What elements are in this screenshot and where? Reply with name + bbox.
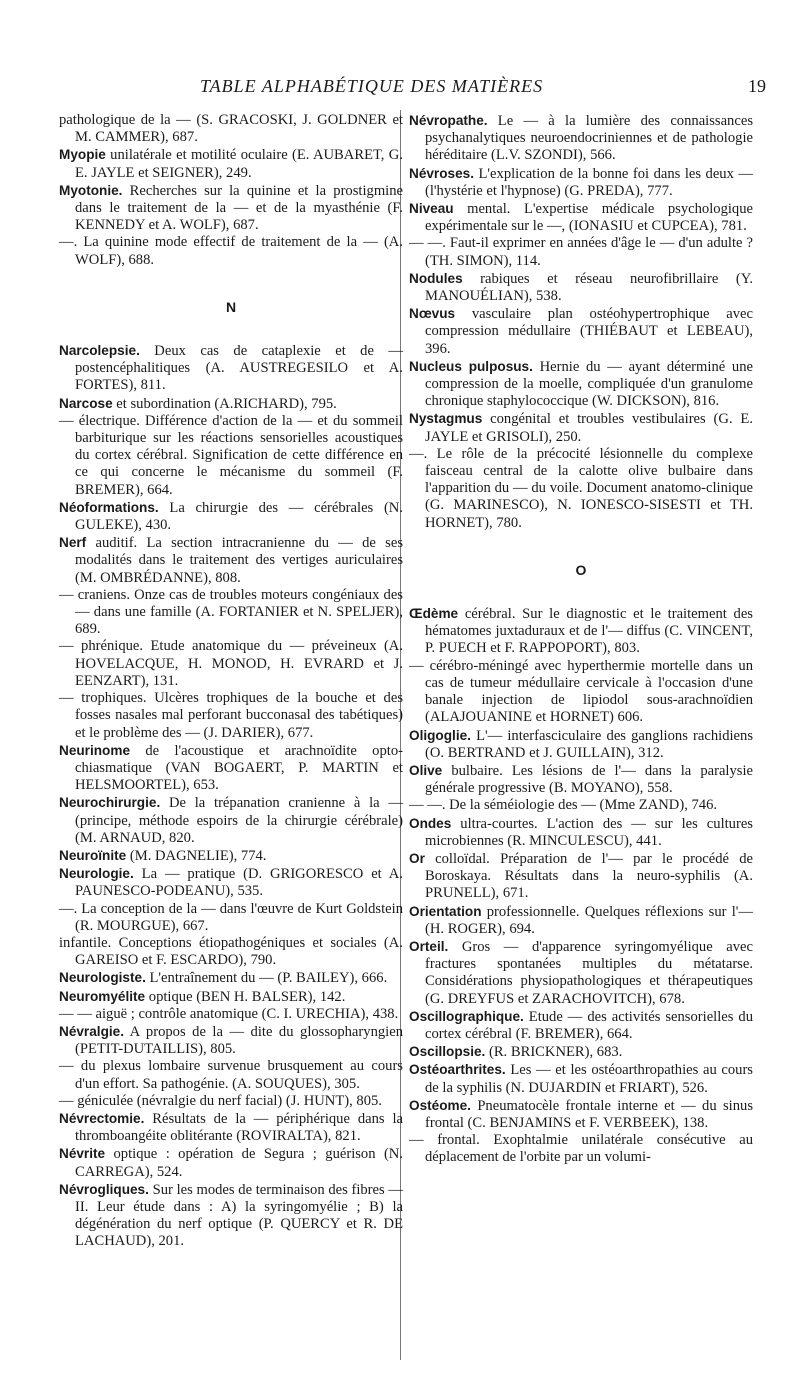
entry-text: L'— interfasciculaire des ganglions rachidiens (O. BERTRAND et J. GUILLAIN), 312. [425,727,753,761]
index-entry [409,446,753,532]
entry-text: mental. L'expertise médicale psychologique expérimentale sur le —, (IONASIU et CUPCEA), 781. [425,201,753,235]
entry-heading: Myopie [59,147,106,163]
entry-text: — électrique. Différence d'action de la — et du sommeil barbiturique sur les réactions sensorielles acoustiques du cortex cérébral. Signification de cette différence en ce qui concerne le mécanisme du sommeil (F. BREMER), 664. [59,412,403,498]
entry-heading: Oscillopsie. [409,1044,486,1060]
entry-heading: Nœvus [409,306,456,322]
entry-text: ultra-courtes. L'action des — sur les cultures microbiennes (R. MINCULESCU), 441. [425,815,753,849]
index-entry [409,727,753,762]
entry-text: Le — à la lumière des connaissances psychanalytiques neuroendocriniennes et de pathologie héréditaire (L.V. SZONDI), 566. [425,113,753,164]
index-entry [59,742,403,795]
entry-heading: Neurologiste. [59,970,146,986]
right-entries-before [409,112,753,532]
entry-text: Gros — d'apparence syringomyélique avec fractures spontanées multiples du métatarse. Considérations physiopathologiques et thérapeutiques (G. DREYFUS et ZARACHOVITCH), 678. [425,938,753,1007]
index-entry [409,797,753,814]
entry-text: optique : opération de Segura ; guérison (N. CARREGA), 524. [75,1146,403,1180]
entry-text: — phrénique. Etude anatomique du — préveineux (A. HOVELACQUE, H. MONOD, H. EVRARD et J. EENZART), 131. [59,638,403,689]
entry-heading: Névropathe. [409,113,488,128]
entry-heading: Névrogliques. [59,1181,149,1197]
index-entry [59,1093,403,1110]
index-entry [59,847,403,865]
index-entry [409,410,753,445]
index-entry [59,146,403,181]
entry-text: rabiques et réseau neurofibrillaire (Y. MANOUÉLIAN), 538. [425,270,753,305]
entry-text: auditif. La section intracranienne du — de ses modalités dans le traitement des vertiges auriculaires (M. OMBRÉDANNE), 808. [75,535,403,586]
entry-heading: Névrectomie. [59,1110,145,1126]
index-entry [409,112,753,165]
entry-text: vasculaire plan ostéohypertrophique avec compression médullaire (THIÉBAUT et LEBEAU), 396. [425,306,753,357]
index-entry [409,1097,753,1132]
entry-heading: Orteil. [409,938,449,954]
index-entry [59,587,403,639]
entry-text: — —. Faut-il exprimer en années d'âge le — d'un adulte ? (TH. SIMON), 114. [409,235,753,269]
entry-text: L'entraînement du — (P. BAILEY), 666. [145,970,388,987]
index-entry [409,1061,753,1096]
entry-heading: Neurologie. [59,866,134,882]
page-header [0,76,800,100]
index-entry [409,605,753,658]
entry-text: unilatérale et motilité oculaire (E. AUBARET, G. E. JAYLE et SEIGNER), 249. [75,147,403,181]
index-entry [409,1008,753,1043]
entry-heading: Orientation [409,903,482,919]
entry-text: Deux cas de cataplexie et de — postencéphalitiques (A. AUSTREGESILO et A. FORTES), 811. [75,343,403,394]
index-entry [59,690,403,742]
left-column [59,112,403,1251]
entry-text: L'explication de la bonne foi dans les deux — (l'hystérie et l'hypnose) (G. PREDA), 777. [425,165,753,199]
index-entry [59,1023,403,1058]
entry-heading: Œdème [409,606,459,622]
entry-heading: Nerf [59,535,87,551]
entry-text: et subordination (A.RICHARD), 795. [112,395,337,412]
entry-heading: Neurochirurgie. [59,795,161,811]
entry-text: optique (BEN H. BALSER), 142. [145,988,346,1005]
index-entry [59,935,403,969]
entry-heading: Névrite [59,1146,106,1162]
index-entry [409,270,753,305]
index-entry [409,358,753,411]
entry-text: — trophiques. Ulcères trophiques de la bouche et des fosses nasales mal perforant bucconasal des tabétiques) et le problème des — (J. DARIER), 677. [59,690,403,741]
entry-heading: Nystagmus [409,411,483,427]
entry-text: De la trépanation cranienne à la — (principe, méthode espoirs de la chirurgie cérébrale) (M. ARNAUD, 820. [75,795,403,846]
right-entries-after [409,605,753,1167]
entry-heading: Néoformations. [59,499,159,515]
index-entry [59,395,403,413]
entry-heading: Olive [409,762,443,778]
index-entry [59,1006,403,1023]
entry-text: (R. BRICKNER), 683. [485,1044,623,1061]
entry-text: Recherches sur la quinine et la prostigmine dans le traitement de la — et de la myasthénie (F. KENNEDY et A. WOLF), 687. [75,182,403,234]
index-entry [59,1145,403,1180]
left-entries-before [59,112,403,269]
entry-text: — du plexus lombaire survenue brusquement au cours d'un effort. Sa pathogénie. (A. SOUQUES), 305. [59,1058,403,1092]
index-entry [59,234,403,268]
index-entry [59,794,403,847]
right-column [409,112,753,1167]
entry-heading: Oligoglie. [409,727,471,743]
entry-text: Sur les modes de terminaison des fibres — II. Leur étude dans : A) la syringomyélie ; B) la dégénération du nerf optique (P. QUERCY et R. DE LACHAUD), 201. [75,1181,403,1250]
index-entry [59,1110,403,1145]
index-entry [59,499,403,534]
entry-text: Les — et les ostéoarthropathies au cours de la syphilis (N. DUJARDIN et FRIART), 526. [425,1062,753,1096]
entry-text: — — aiguë ; contrôle anatomique (C. I. URECHIA), 438. [59,1005,399,1022]
entry-heading: Ostéoarthrites. [409,1062,506,1078]
entry-heading: Neuroïnite [59,847,127,863]
entry-heading: Narcolepsie. [59,343,140,359]
index-entry [59,865,403,900]
entry-heading: Niveau [409,201,454,217]
entry-text: Résultats de la — périphérique dans la thromboangéite oblitérante (ROVIRALTA), 821. [75,1110,403,1145]
entry-text: A propos de la — dite du glossopharyngien (PETIT-DUTAILLIS), 805. [75,1023,403,1058]
entry-text: — cérébro-méningé avec hyperthermie mortelle dans un cas de tumeur médullaire cervicale à l'occasion d'une banale injection de lipiodol sous-arachnoïdien (ALAJOUANINE et HORNET) 606. [409,657,753,726]
entry-text: colloïdal. Préparation de l'— par le procédé de Boroskaya. Résultats dans la neuro-syphilis (A. PRUNELL), 671. [424,850,753,902]
index-entry [59,112,403,146]
entry-heading: Ostéome. [409,1097,471,1113]
entry-text: — craniens. Onze cas de troubles moteurs congéniaux des — dans une famille (A. FORTANIER et N. SPELJER), 689. [59,586,403,638]
entry-text: bulbaire. Les lésions de l'— dans la paralysie générale progressive (B. MOYANO), 558. [425,762,753,797]
index-entry [59,901,403,935]
entry-text: congénital et troubles vestibulaires (G. E. JAYLE et GRISOLI), 250. [425,411,753,445]
entry-text: Pneumatocèle frontale interne et — du sinus frontal (C. BENJAMINS et F. VERBEEK), 138. [425,1097,753,1131]
entry-text: — frontal. Exophtalmie unilatérale consécutive au déplacement de l'orbite par un volumi- [409,1132,753,1166]
index-entry [59,342,403,395]
entry-text: —. La conception de la — dans l'œuvre de Kurt Goldstein (R. MOURGUE), 667. [59,900,403,934]
index-entry [59,413,403,499]
index-entry [409,815,753,850]
entry-text: La — pratique (D. GRIGORESCO et A. PAUNESCO-PODEANU), 535. [75,866,403,900]
running-title: TABLE ALPHABÉTIQUE DES MATIÈRES [200,76,544,96]
index-entry [409,938,753,1008]
entry-heading: Narcose [59,395,113,411]
left-entries-after [59,342,403,1251]
index-entry [409,658,753,727]
entry-heading: Oscillographique. [409,1008,524,1024]
entry-heading: Neurinome [59,742,131,758]
entry-text: infantile. Conceptions étiopathogéniques et sociales (A. GAREISO et F. ESCARDO), 790. [59,934,403,969]
entry-text: — —. De la séméiologie des — (Mme ZAND), 746. [409,797,718,814]
entry-heading: Névroses. [409,165,474,181]
section-letter-o: O [575,561,587,578]
index-entry [59,1058,403,1092]
index-entry [59,534,403,587]
index-entry [409,762,753,797]
entry-heading: Nucleus pulposus. [409,358,533,374]
entry-text: — géniculée (névralgie du nerf facial) (J. HUNT), 805. [59,1092,382,1109]
index-entry [409,235,753,269]
entry-text: La chirurgie des — cérébrales (N. GULEKE), 430. [75,499,403,534]
index-entry [409,1043,753,1061]
entry-heading: Ondes [409,815,452,831]
entry-text: —. La quinine mode effectif de traitement de la — (A. WOLF), 688. [59,234,403,268]
index-entry [59,988,403,1006]
entry-text: pathologique de la — (S. GRACOSKI, J. GOLDNER et M. CAMMER), 687. [59,112,403,146]
entry-heading: Névralgie. [59,1023,124,1039]
entry-heading: Neuromyélite [59,988,146,1004]
entry-text: (M. DAGNELIE), 774. [126,847,267,864]
index-entry [59,1181,403,1251]
index-entry [409,305,753,358]
index-entry [409,1132,753,1166]
entry-text: Hernie du — ayant déterminé une compression de la moelle, compliquée d'un granulome chronique staphylococcique (W. DICKSON), 816. [425,358,753,410]
index-entry [59,638,403,690]
index-entry [59,969,403,987]
entry-heading: Or [409,850,425,866]
entry-text: Etude — des activités sensorielles du cortex cérébral (F. BREMER), 664. [425,1008,753,1042]
index-entry [409,850,753,903]
entry-heading: Nodules [409,270,463,286]
page-number: 19 [748,76,766,96]
index-entry [409,165,753,200]
entry-text: de l'acoustique et arachnoïdite opto-chiasmatique (VAN BOGAERT, P. MARTIN et HELSMOORTEL), 653. [75,742,403,794]
index-entry [59,182,403,235]
entry-heading: Myotonie. [59,182,123,198]
entry-text: —. Le rôle de la précocité lésionnelle du complexe faisceau central de la calotte olive bulbaire dans l'apparition du — du voile. Document anatomo-clinique (G. MARINESCO), N. IONESCO-SISESTI et TH. HORNET), 780. [409,445,753,531]
section-letter-n: N [225,298,237,315]
entry-text: cérébral. Sur le diagnostic et le traitement des hématomes juxtaduraux et de l'— diffus (C. VINCENT, P. PUECH et F. RAPPOPORT), 803. [425,606,753,657]
entry-text: professionnelle. Quelques réflexions sur l'— (H. ROGER), 694. [425,903,753,937]
index-entry [409,200,753,235]
index-entry [409,903,753,938]
